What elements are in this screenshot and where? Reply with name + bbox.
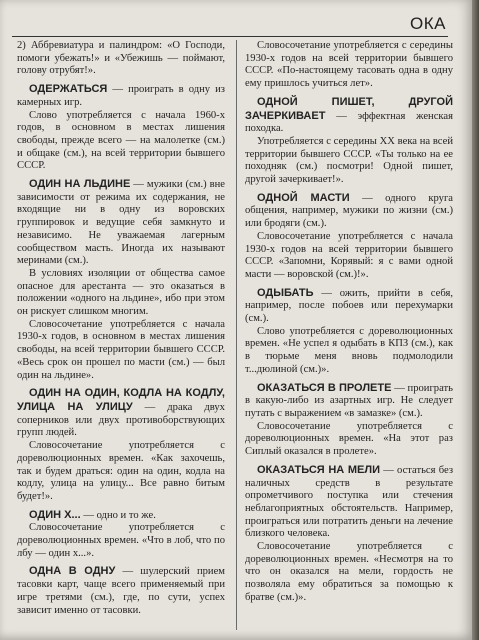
dictionary-paragraph: Употребляется с середины XX века на всей территории бывшего СССР. «Ты только на ее походняк (см.) посмотри! Одной пишет, другой зачеркивает!». — [245, 135, 453, 186]
entry-definition: — драка двух соперников или двух противоборствующих групп людей. — [17, 401, 225, 439]
dictionary-paragraph: Словосочетание употребляется с середины 1930-х годов на всей территории бывшего СССР. «По-настоящему тасовать одна в одну ему пришлось учиться лет». — [245, 40, 453, 90]
entry-headword: ОДНОЙ ПИШЕТ, ДРУГОЙ ЗАЧЕРКИВАЕТ — [245, 95, 453, 122]
entry-headword: ОДИН НА ЛЬДИНЕ — [29, 178, 131, 191]
entry-definition: — остаться без наличных средств в результате опрометчивого поступка или стечения неблагоприятных обстоятельств. Например, проиграться или потратить деньги на лечение близкого человека. — [245, 464, 453, 540]
dictionary-paragraph: В условиях изоляции от общества самое опасное для арестанта — это оказаться в положении «одного на льдине», ибо при этом он рискует слишком многим. — [17, 267, 225, 318]
left-column — [17, 40, 225, 617]
dictionary-entry — [245, 464, 453, 541]
entry-headword: ОДЫБАТЬ — [257, 286, 314, 299]
entry-definition: — одно и то же. — [80, 509, 156, 521]
dictionary-paragraph: Словосочетание употребляется с дореволюционных времен. «Как захочешь, так и будем драться: один на один, кодла на кодлу, улица на улицу... Все равно битым будет!». — [17, 440, 225, 502]
entry-definition: — одного круга общения, например, мужики по жизни (см.) или бродяги (см.). — [245, 192, 453, 230]
dictionary-entry — [245, 382, 453, 421]
dictionary-paragraph: Словосочетание употребляется с начала 1930-х годов на всей территории бывшего СССР. «Запомни, Корявый: я с вами одной масти — воровской (см.)!». — [245, 230, 453, 280]
page-header — [12, 14, 448, 37]
dictionary-paragraph: Словосочетание употребляется с дореволюционных времен. «Что в лоб, что по лбу — один х...». — [17, 522, 225, 559]
entry-definition: — шулерский прием тасовки карт, чаще всего применяемый при игре третями (см.), где, по сути, успех зависит именно от тасовки. — [17, 566, 226, 616]
dictionary-entry — [17, 509, 225, 523]
entry-definition: — ожить, прийти в себя, например, после побоев или перехумарки (см.). — [245, 287, 453, 325]
entry-definition: — мужики (см.) вне зависимости от режима их содержания, не входящие ни в одну из воровских группировок и ведущие себя замкнуто и независимо. Не уважаемая лагерным сообществом масть. Иногда их называют меринами (см.). — [17, 179, 225, 267]
entry-headword: ОДНА В ОДНУ — [29, 565, 116, 578]
dictionary-entry — [17, 83, 225, 109]
dictionary-paragraph: Слово употребляется с начала 1960-х годов, в основном в местах лишения свободы, прежде всего — на малолетке (см.) и общаке (см.), на всей территории бывшего СССР. — [17, 109, 225, 172]
dictionary-entry — [17, 565, 225, 617]
entry-definition: — проиграть в какую-либо из азартных игр. Не следует путать с выражением «в замазке» (см.). — [245, 382, 453, 419]
entry-headword: ОДНОЙ МАСТИ — [257, 191, 350, 204]
dictionary-paragraph: Словосочетание употребляется с начала 1930-х годов, в основном в местах лишения свободы, на всей территории бывшего СССР. «Весь срок он прошел по масти (см.) — был один на льдине». — [17, 318, 225, 381]
dictionary-entry — [245, 192, 453, 231]
dictionary-entry — [245, 96, 453, 136]
book-spine — [472, 0, 479, 640]
dictionary-paragraph: Словосочетание употребляется с дореволюционных времен. «На этот раз Сиплый оказался в пролете». — [245, 420, 453, 458]
dictionary-paragraph: 2) Аббревиатура и палиндром: «О Господи, помоги убежать!» и «Убежишь — поймают, голову отрубят!». — [17, 40, 225, 77]
entry-headword: ОДЕРЖАТЬСЯ — [29, 83, 108, 96]
dictionary-entry — [245, 287, 453, 326]
dictionary-paragraph: Словосочетание употребляется с дореволюционных времен. «Несмотря на то что он оказался на мели, гордость не позволяла ему обратиться за помощью к братве (см.)». — [245, 541, 453, 603]
entry-definition: — проиграть в одну из камерных игр. — [17, 84, 225, 108]
column-divider — [236, 40, 237, 630]
dictionary-paragraph: Слово употребляется с дореволюционных времен. «Не успел я одыбать в КПЗ (см.), как в тюрьме меня вновь подмолодили т...дюлиной (см.)». — [245, 325, 453, 375]
entry-headword: ОКАЗАТЬСЯ НА МЕЛИ — [257, 463, 380, 476]
right-column — [245, 40, 453, 605]
dictionary-entry — [17, 178, 225, 268]
dictionary-entry — [17, 387, 225, 440]
running-head: ОКА — [410, 14, 446, 33]
entry-headword: ОКАЗАТЬСЯ В ПРОЛЕТЕ — [257, 381, 392, 394]
entry-headword: ОДИН НА ОДИН, КОДЛА НА КОДЛУ, УЛИЦА НА УЛИЦУ — [17, 387, 225, 413]
entry-headword: ОДИН Х... — [29, 508, 81, 521]
entry-definition: — эффектная женская походка. — [245, 110, 453, 135]
